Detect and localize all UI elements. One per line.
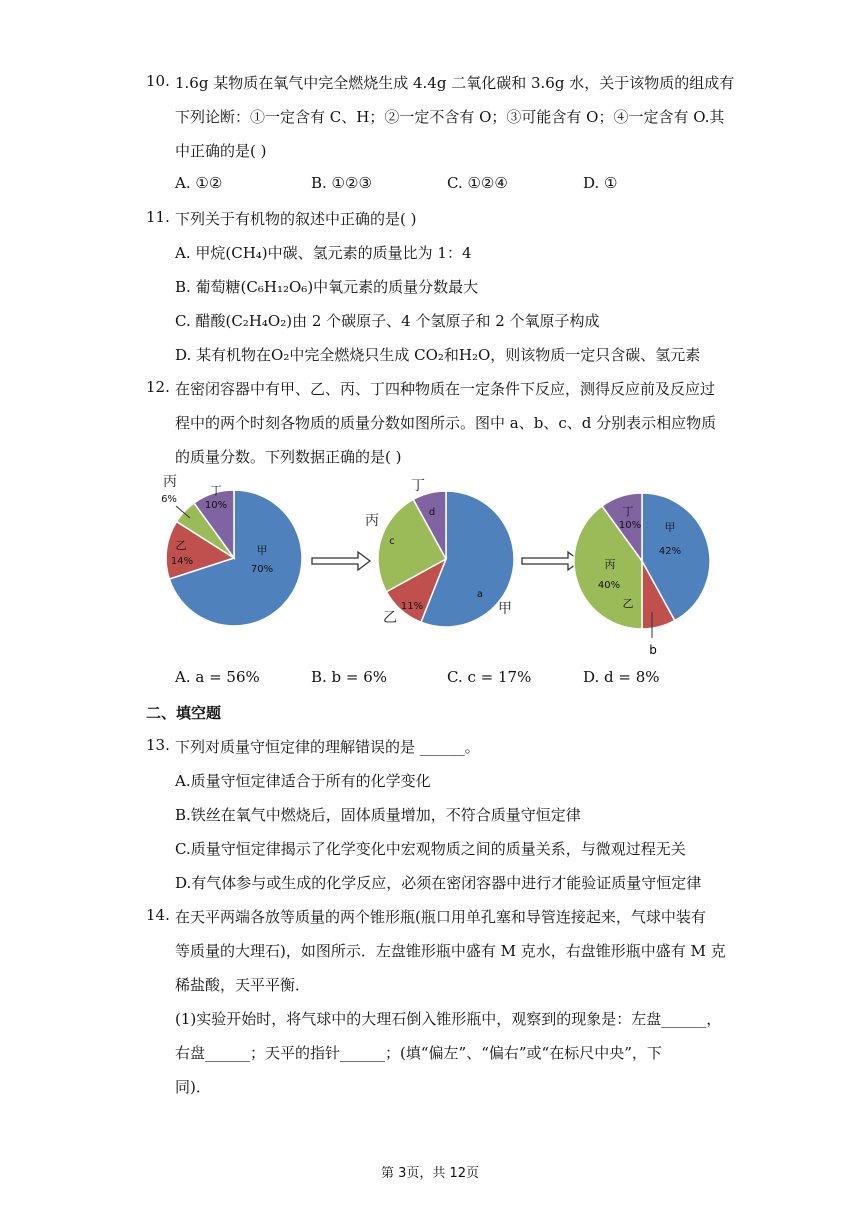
category-label: 丙 [163,474,177,490]
question-12-number: 12. [146,378,170,396]
question-14-line-1: 在天平两端各放等质量的两个锥形瓶(瓶口用单孔塞和导管连接起来，气球中装有 [175,908,706,926]
question-10-option-c: C. ①②④ [447,174,508,192]
value-label: 42% [658,546,682,557]
question-13-option-c: C.质量守恒定律揭示了化学变化中宏观物质之间的质量关系，与微观过程无关 [175,840,686,858]
question-10-option-a: A. ①② [175,174,223,192]
question-12-line-3: 的质量分数。下列数据正确的是( ) [175,448,402,466]
pie-chart-before [161,474,302,626]
category-label: 丁 [210,484,222,497]
category-label: 乙 [622,597,634,610]
value-label: c [389,536,395,547]
value-label: 11% [400,601,424,612]
value-label: 6% [161,494,177,505]
question-12-option-d: D. d = 8% [583,668,660,686]
question-12-option-a: A. a = 56% [175,668,260,686]
question-14-line-5: 右盘______；天平的指针______；(填“偏左”、“偏右”或“在标尺中央”，下 [175,1044,662,1062]
category-label: 甲 [664,521,676,534]
arrow-right-icon [522,552,580,570]
question-12-line-1: 在密闭容器中有甲、乙、丙、丁四种物质在一定条件下反应，测得反应前及反应过 [175,380,716,398]
question-13-option-d: D.有气体参与或生成的化学反应，必须在密闭容器中进行才能验证质量守恒定律 [175,874,702,892]
question-13-option-b: B.铁丝在氧气中燃烧后，固体质量增加，不符合质量守恒定律 [175,806,581,824]
question-10-option-b: B. ①②③ [311,174,372,192]
question-11-option-a: A. 甲烷(CH₄)中碳、氢元素的质量比为 1：4 [175,244,472,262]
question-10-line-3: 中正确的是( ) [175,142,267,160]
value-label: 40% [597,580,621,591]
question-14-number: 14. [146,906,170,924]
question-13-number: 13. [146,736,170,754]
question-12-option-b: B. b = 6% [311,668,388,686]
question-12-line-2: 程中的两个时刻各物质的质量分数如图所示。图中 a、b、c、d 分别表示相应物质 [175,414,717,432]
question-13-option-a: A.质量守恒定律适合于所有的化学变化 [175,772,431,790]
question-10-option-d: D. ① [583,174,618,192]
question-11-number: 11. [146,208,170,226]
question-11-option-c: C. 醋酸(C₂H₄O₂)由 2 个碳原子、4 个氢原子和 2 个氧原子构成 [175,312,600,330]
question-14-line-2: 等质量的大理石)，如图所示．左盘锥形瓶中盛有 M 克水，右盘锥形瓶中盛有 M 克 [175,942,726,960]
question-10-line-1: 1.6g 某物质在氧气中完全燃烧生成 4.4g 二氧化碳和 3.6g 水，关于该物质的组成有 [175,74,735,92]
category-label: 甲 [256,544,268,557]
value-label: 14% [170,556,194,567]
pie-charts-figure [150,472,730,662]
category-label: 丁 [411,478,425,494]
value-label: 10% [204,500,228,511]
question-12-option-c: C. c = 17% [447,668,532,686]
section-title: 二、填空题 [146,704,222,722]
question-10-number: 10. [146,72,170,90]
value-label-b: b [649,643,657,657]
category-label: 甲 [498,601,512,617]
page-footer: 第 3页，共 12页 [380,1166,480,1181]
value-label: d [428,507,436,518]
category-label: 丁 [622,505,634,518]
value-label: 10% [618,520,642,531]
category-label: 乙 [383,610,397,626]
category-label: 丙 [365,513,379,529]
question-13-stem: 下列对质量守恒定律的理解错误的是 ______。 [175,738,480,756]
category-label: 丙 [604,558,616,571]
question-14-line-3: 稀盐酸，天平平衡． [175,976,311,994]
question-11-stem: 下列关于有机物的叙述中正确的是( ) [175,210,417,228]
arrow-right-icon [312,552,370,570]
value-label: a [476,589,484,600]
question-11-option-d: D. 某有机物在O₂中完全燃烧只生成 CO₂和H₂O，则该物质一定只含碳、氢元素 [175,346,701,364]
question-10-line-2: 下列论断：①一定含有 C、H；②一定不含有 O；③可能含有 O；④一定含有 O.其 [175,108,725,126]
question-14-line-6: 同)． [175,1078,211,1096]
pie-chart-after [574,493,710,657]
pie-chart-middle [365,478,514,627]
category-label: 乙 [175,539,187,552]
value-label: 70% [250,564,274,575]
question-14-line-4: (1)实验开始时，将气球中的大理石倒入锥形瓶中，观察到的现象是：左盘______， [175,1010,722,1028]
question-11-option-b: B. 葡萄糖(C₆H₁₂O₆)中氧元素的质量分数最大 [175,278,479,296]
